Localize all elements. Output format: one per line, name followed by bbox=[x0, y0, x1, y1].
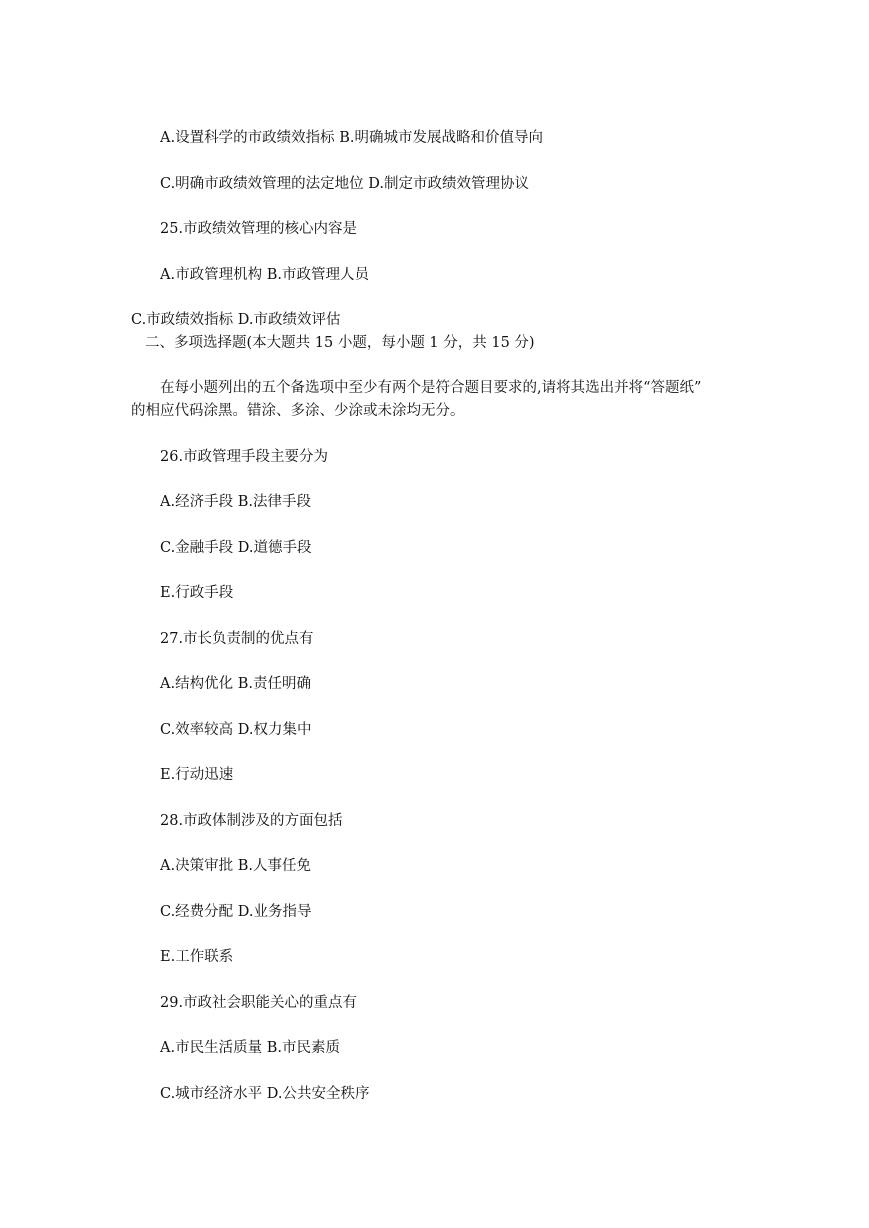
q28-options-cd: C.经费分配 D.业务指导 bbox=[160, 904, 312, 920]
q24-options-cd: C.明确市政绩效管理的法定地位 D.制定市政绩效管理协议 bbox=[160, 176, 530, 192]
q29-stem: 29.市政社会职能关心的重点有 bbox=[160, 995, 358, 1011]
q24-options-ab: A.设置科学的市政绩效指标 B.明确城市发展战略和价值导向 bbox=[160, 130, 543, 146]
q27-options-cd: C.效率较高 D.权力集中 bbox=[160, 722, 312, 738]
q27-stem: 27.市长负责制的优点有 bbox=[160, 631, 314, 647]
q27-options-ab: A.结构优化 B.责任明确 bbox=[160, 676, 311, 692]
q28-options-ab: A.决策审批 B.人事任免 bbox=[160, 858, 311, 874]
q25-stem: 25.市政绩效管理的核心内容是 bbox=[160, 221, 358, 237]
q26-option-e: E.行政手段 bbox=[160, 585, 234, 601]
q25-options-ab: A.市政管理机构 B.市政管理人员 bbox=[160, 267, 369, 283]
q27-option-e: E.行动迅速 bbox=[160, 767, 234, 783]
q26-options-ab: A.经济手段 B.法律手段 bbox=[160, 494, 311, 510]
q28-option-e: E.工作联系 bbox=[160, 949, 234, 965]
q26-stem: 26.市政管理手段主要分为 bbox=[160, 449, 329, 465]
q25-options-cd: C.市政绩效指标 D.市政绩效评估 bbox=[131, 312, 341, 328]
instructions-line-1: 在每小题列出的五个备选项中至少有两个是符合题目要求的,请将其选出并将“答题纸” bbox=[160, 380, 702, 396]
q29-options-cd: C.城市经济水平 D.公共安全秩序 bbox=[160, 1086, 370, 1102]
q26-options-cd: C.金融手段 D.道德手段 bbox=[160, 540, 312, 556]
section-2-heading: 二、多项选择题(本大题共 15 小题，每小题 1 分，共 15 分) bbox=[145, 335, 535, 351]
instructions-line-2: 的相应代码涂黑。错涂、多涂、少涂或未涂均无分。 bbox=[131, 403, 465, 419]
q28-stem: 28.市政体制涉及的方面包括 bbox=[160, 813, 343, 829]
q29-options-ab: A.市民生活质量 B.市民素质 bbox=[160, 1040, 340, 1056]
